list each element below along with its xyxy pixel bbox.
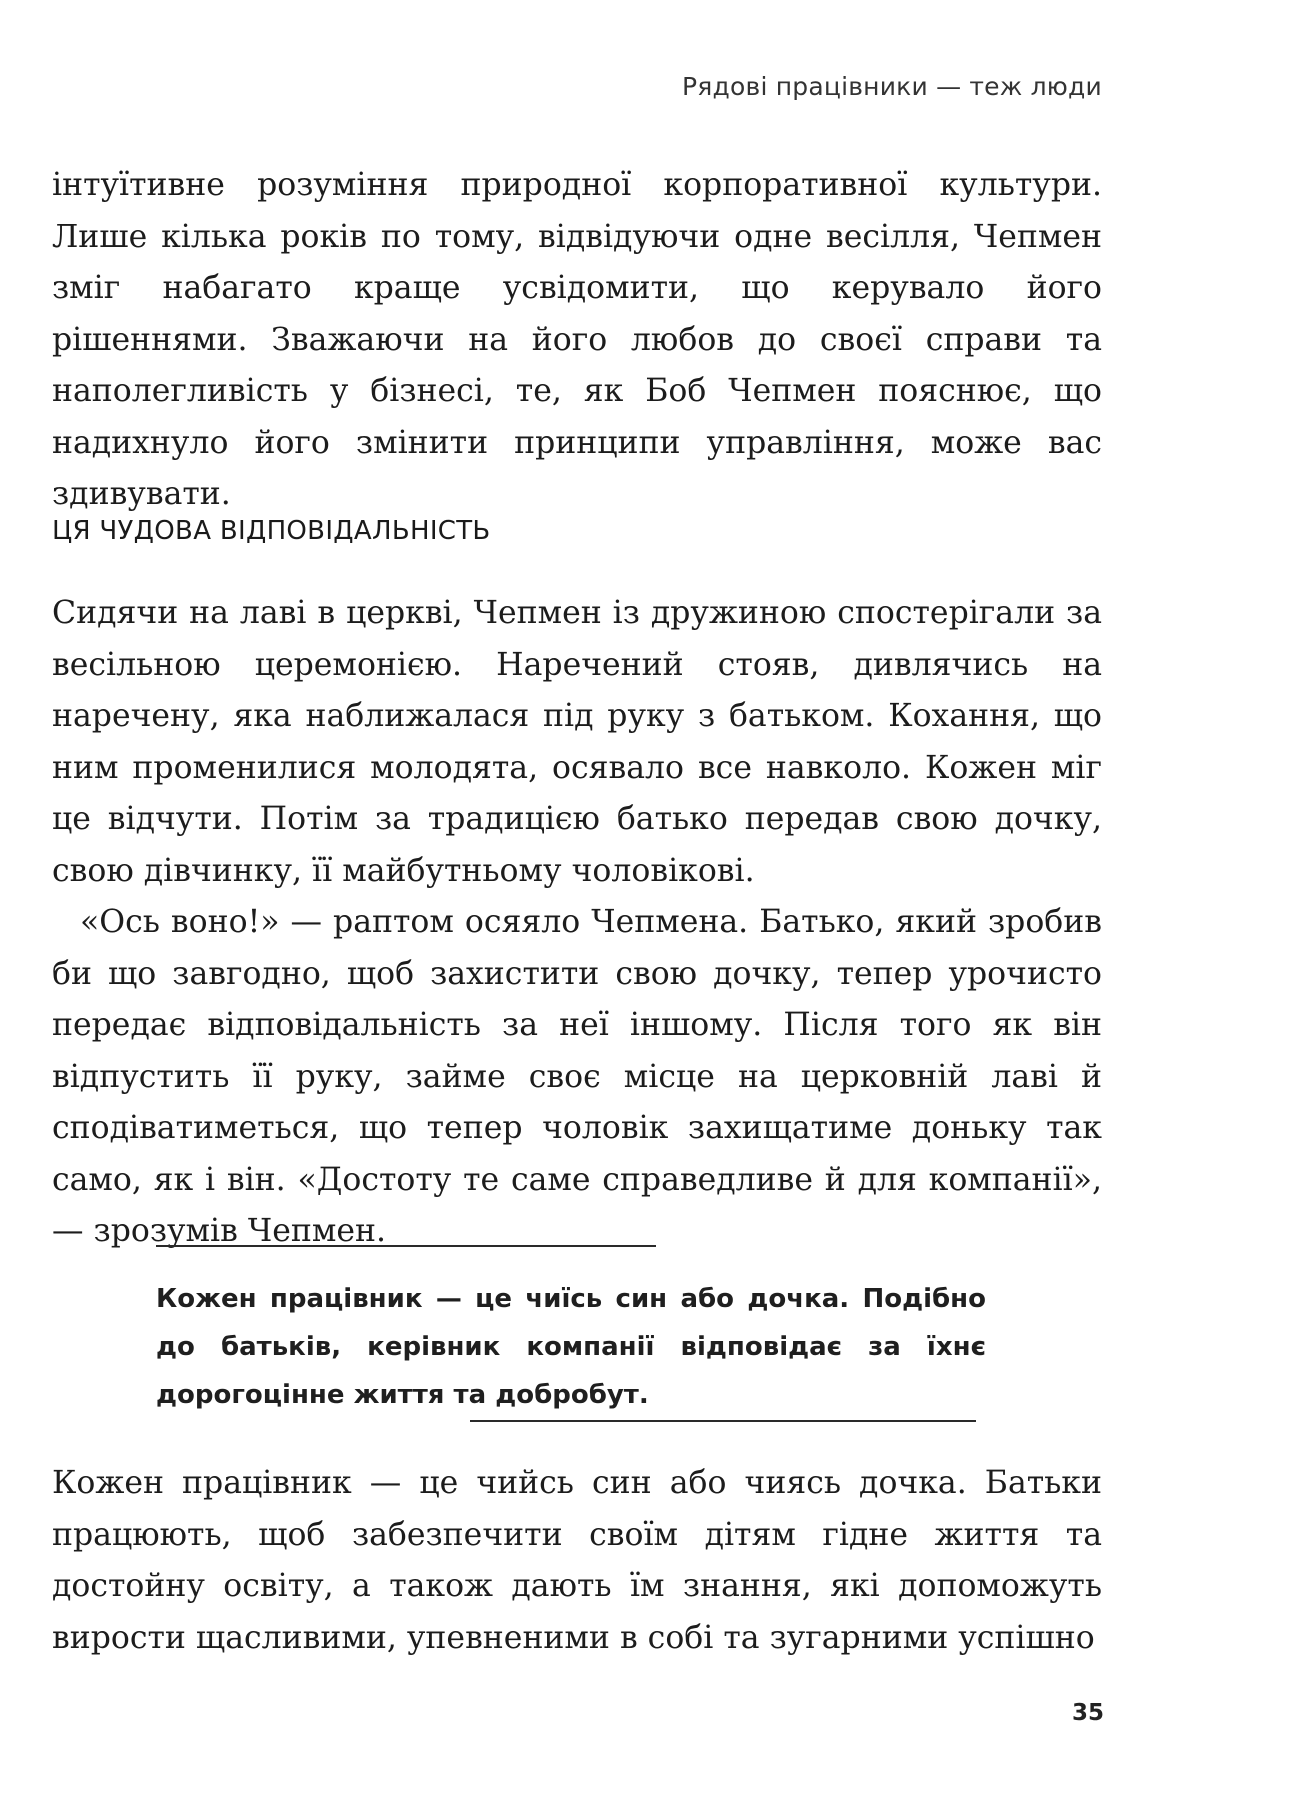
paragraph: Кожен працівник — це чийсь син або чиясь дочка. Батьки працюють, щоб забезпечити своїм дітям гідне життя та достойну освіту, а також дають їм знання, які допоможуть вирости щасливими, упевненими в собі та зугарними успішно [52,1465,1102,1656]
section-heading: ЦЯ ЧУДОВА ВІДПОВІДАЛЬНІСТЬ [52,516,491,546]
paragraph: інтуїтивне розуміння природної корпоративної культури. Лише кілька років по тому, відвідуючи одне весілля, Чепмен зміг набагато краще усвідомити, що керувало його рішеннями. Зважаючи на його любов до своєї справи та наполегливість у бізнесі, те, як Боб Чепмен пояснює, що надихнуло його змінити принципи управління, може вас здивувати. [52,167,1102,512]
paragraph: «Ось воно!» — раптом осяяло Чепмена. Батько, який зробив би що завгодно, щоб захистити свою дочку, тепер урочисто передає відповідальність за неї іншому. Після того як він відпустить її руку, займе своє місце на церковній лаві й сподіватиметься, що тепер чоловік захищатиме доньку так само, як і він. «Достоту те саме справедливе й для компанії», — зрозумів Чепмен. [52,904,1102,1249]
pullquote-rule-bottom [470,1420,976,1422]
running-head: Рядові працівники — теж люди [682,72,1102,101]
text-block-intro [52,160,1102,521]
page-number: 35 [1071,1700,1104,1726]
pullquote-rule-top [156,1245,656,1247]
text-block-continuation [52,1458,1102,1664]
text-block-section [52,588,1102,1258]
pullquote: Кожен працівник — це чиїсь син або дочка. Подібно до батьків, керівник компанії відповідає за їхнє дорогоцінне життя та добробут. [156,1284,986,1410]
paragraph: Сидячи на лаві в церкві, Чепмен із дружиною спостерігали за весільною церемонією. Наречений стояв, дивлячись на наречену, яка наближалася під руку з батьком. Кохання, що ним променилися молодята, осявало все навколо. Кожен міг це відчути. Потім за традицією батько передав свою дочку, свою дівчинку, її майбутньому чоловікові. [52,595,1102,889]
